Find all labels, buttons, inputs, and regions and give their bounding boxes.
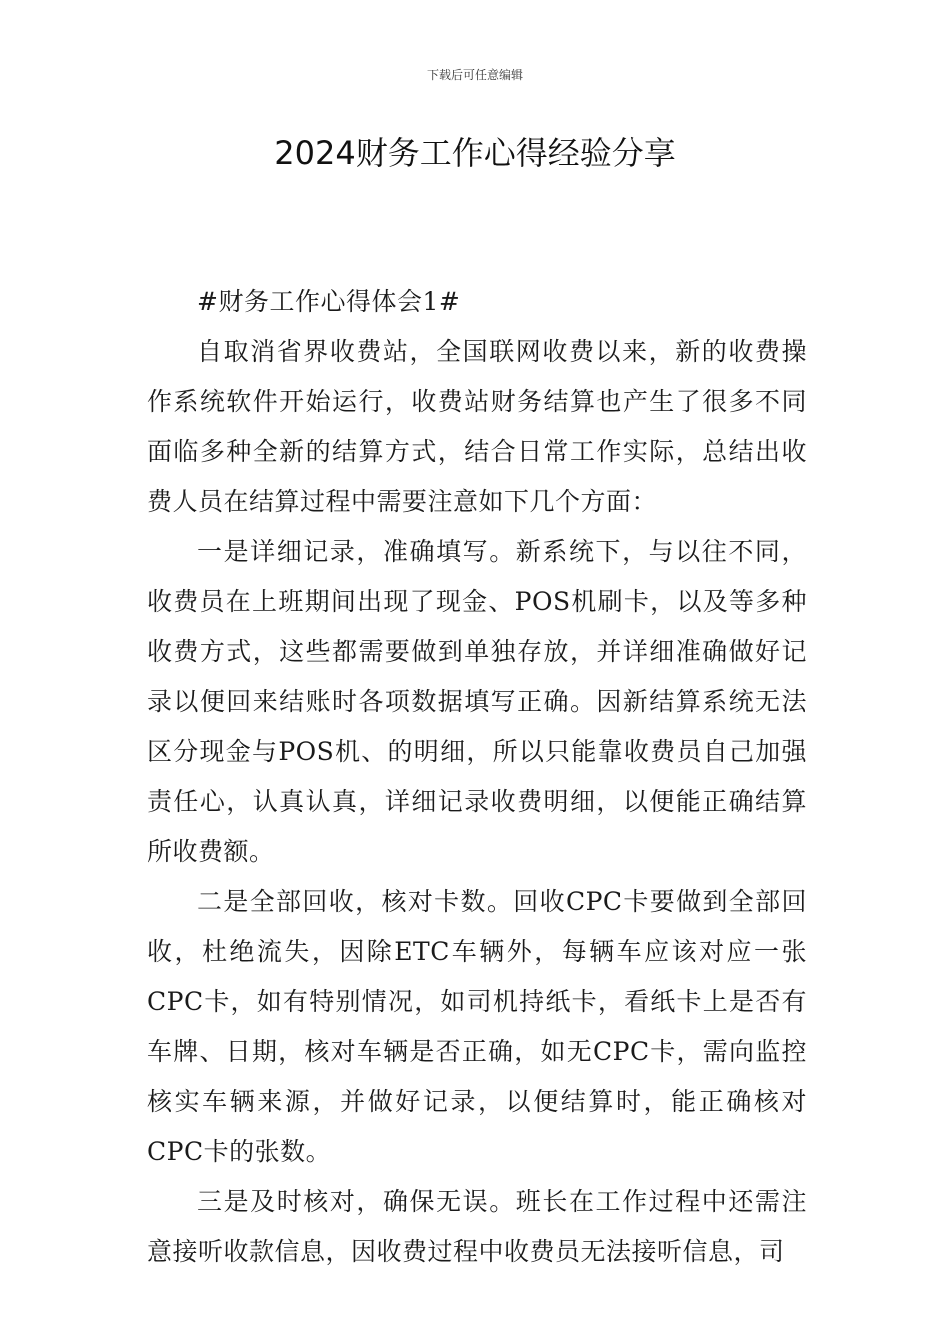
paragraph-point-two: 二是全部回收，核对卡数。回收CPC卡要做到全部回收，杜绝流失，因除ETC车辆外，每辆车应该对应一张CPC卡，如有特别情况，如司机持纸卡，看纸卡上是否有车牌、日期，核对车辆是否正确，如无CPC卡，需向监控核实车辆来源，并做好记录，以便结算时，能正确核对CPC卡的张数。 xyxy=(147,887,807,1166)
paragraph-intro: 自取消省界收费站，全国联网收费以来，新的收费操作系统软件开始运行，收费站财务结算也产生了很多不同面临多种全新的结算方式，结合日常工作实际，总结出收费人员在结算过程中需要注意如下几个方面： xyxy=(147,337,807,516)
section-heading: #财务工作心得体会1# xyxy=(197,287,461,316)
header-note: 下载后可任意编辑 xyxy=(426,68,523,82)
paragraph-point-three: 三是及时核对，确保无误。班长在工作过程中还需注意接听收款信息，因收费过程中收费员无法接听信息，司 xyxy=(147,1187,807,1266)
paragraph-point-one: 一是详细记录，准确填写。新系统下，与以往不同，收费员在上班期间出现了现金、POS机刷卡，以及等多种收费方式，这些都需要做到单独存放，并详细准确做好记录以便回来结账时各项数据填写正确。因新结算系统无法区分现金与POS机、的明细，所以只能靠收费员自己加强责任心，认真认真，详细记录收费明细，以便能正确结算所收费额。 xyxy=(147,537,807,866)
document-title: 2024财务工作心得经验分享 xyxy=(274,134,676,172)
document-body xyxy=(147,277,807,1277)
